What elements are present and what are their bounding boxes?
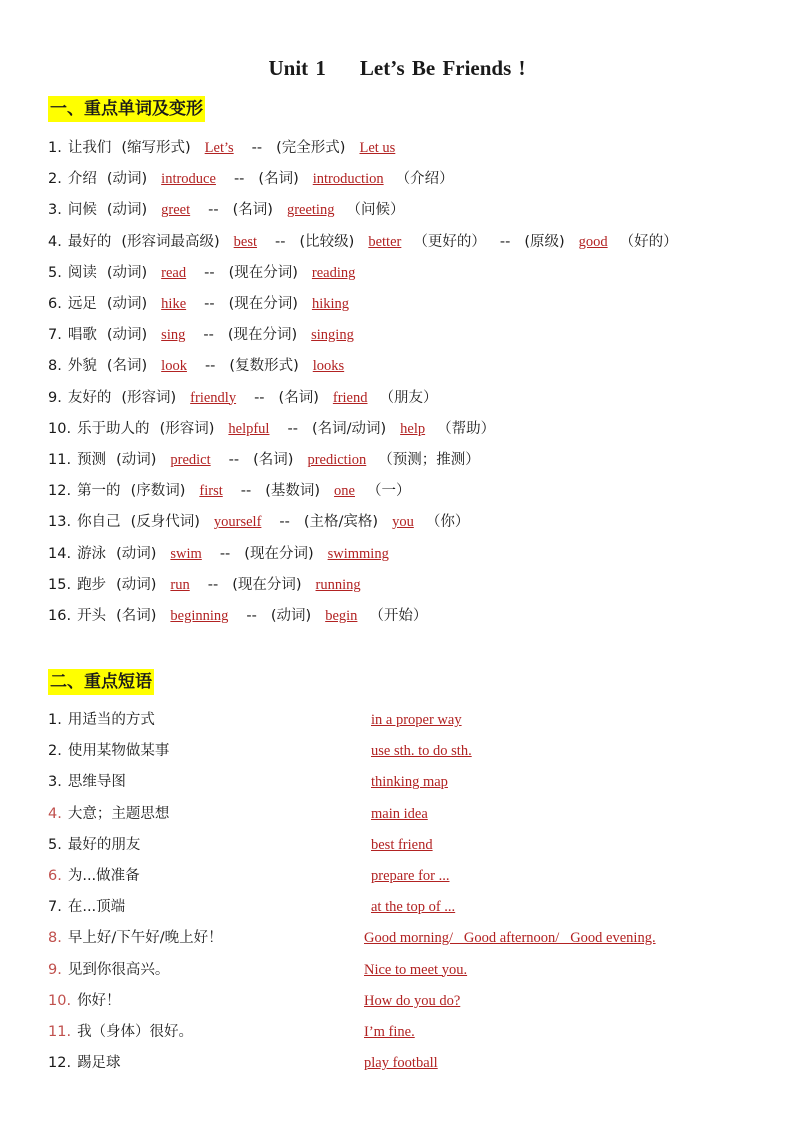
answer-word: hike [161, 296, 187, 312]
answer-phrase: in a proper way [371, 712, 462, 728]
item-number: 3. [48, 202, 62, 219]
dash: -- [279, 514, 290, 531]
word-row [48, 543, 393, 565]
form-label: (动词) [106, 327, 148, 344]
answer-word: run [170, 576, 190, 593]
phrase-row [48, 740, 169, 762]
answer-phrase: I’m fine. [364, 1024, 415, 1040]
item-number: 4. [48, 805, 62, 822]
item-number: 9. [48, 961, 62, 978]
dash: -- [207, 576, 219, 593]
form-label: (原级) [524, 233, 565, 250]
meaning-note: （问候） [346, 202, 405, 219]
chinese-meaning: 远足 [67, 296, 97, 312]
item-number: 4. [48, 233, 62, 250]
chinese-meaning: 思维导图 [67, 774, 126, 791]
form-label: (名词/动词) [311, 420, 387, 437]
chinese-meaning: 你自己 [77, 514, 121, 531]
form-label: (现在分词) [228, 296, 298, 312]
word-row [48, 137, 399, 159]
phrase-row [48, 803, 169, 825]
item-number: 7. [48, 899, 62, 916]
item-number: 11. [48, 452, 72, 468]
form-label: (缩写形式) [121, 140, 191, 156]
page-title [0, 56, 794, 81]
form-label: (现在分词) [232, 576, 302, 593]
form-label: (动词) [116, 576, 157, 593]
dash: -- [240, 483, 252, 500]
item-number: 2. [48, 743, 62, 760]
form-label: (动词) [106, 296, 148, 312]
answer-word: friendly [190, 389, 237, 406]
word-row [48, 480, 410, 502]
phrase-row [48, 771, 126, 793]
form-label: (现在分词) [244, 545, 314, 562]
item-number: 11. [48, 1024, 72, 1040]
form-label: (形容词最高级) [121, 233, 220, 250]
chinese-meaning: 乐于助人的 [77, 420, 150, 437]
form-label: (名词) [253, 452, 294, 468]
form-label: (名词) [116, 608, 157, 624]
answer-word: best [233, 233, 258, 250]
answer-phrase: at the top of ... [371, 899, 456, 916]
answer-word: Let’s [204, 140, 234, 156]
answer-phrase: play football [364, 1055, 438, 1072]
word-row [48, 199, 404, 221]
answer-word: better [368, 233, 402, 250]
answer-phrase: best friend [371, 836, 433, 853]
item-number: 12. [48, 1055, 72, 1072]
answer-word: help [400, 420, 426, 437]
answer-word: friend [332, 389, 368, 406]
item-number: 5. [48, 836, 62, 853]
form-label: (形容词) [121, 389, 177, 406]
word-row [48, 262, 359, 284]
answer-word: looks [312, 358, 345, 375]
item-number: 12. [48, 483, 72, 500]
item-number: 1. [48, 140, 62, 156]
chinese-meaning: 我（身体）很好。 [77, 1024, 194, 1040]
chinese-meaning: 友好的 [67, 389, 112, 406]
chinese-meaning: 游泳 [77, 545, 107, 562]
answer-phrase: Nice to meet you. [364, 961, 468, 978]
item-number: 5. [48, 264, 62, 281]
answer-word: Let us [359, 140, 396, 156]
form-label: (现在分词) [228, 264, 298, 281]
word-row [48, 324, 358, 346]
phrase-row [48, 709, 155, 731]
word-row [48, 418, 495, 440]
phrase-row [48, 896, 125, 918]
answer-word: beginning [170, 608, 229, 624]
phrase-row [48, 834, 140, 856]
answer-word: introduce [161, 171, 216, 188]
meaning-note: （预测；推测） [378, 452, 480, 468]
section-heading-phrases: 二、重点短语 [48, 669, 154, 695]
phrase-row [48, 990, 121, 1012]
item-number: 14. [48, 545, 72, 562]
item-number: 9. [48, 389, 62, 406]
item-number: 10. [48, 420, 72, 437]
word-row [48, 387, 438, 409]
answer-word: begin [325, 608, 358, 624]
answer-phrase: use sth. to do sth. [371, 743, 472, 760]
answer-phrase: How do you do? [364, 992, 461, 1009]
form-label: (完全形式) [276, 140, 346, 156]
chinese-meaning: 用适当的方式 [67, 712, 155, 728]
item-number: 6. [48, 296, 62, 312]
answer-word: hiking [311, 296, 349, 312]
word-row [48, 449, 480, 471]
chinese-meaning: 踢足球 [77, 1055, 121, 1072]
word-row [48, 511, 469, 533]
word-row [48, 168, 454, 190]
meaning-note: （更好的） [413, 233, 486, 250]
chinese-meaning: 跑步 [77, 576, 107, 593]
form-label: (动词) [116, 545, 157, 562]
word-row [48, 355, 348, 377]
chinese-meaning: 唱歌 [67, 327, 97, 344]
chinese-meaning: 介绍 [67, 171, 97, 188]
meaning-note: （帮助） [437, 420, 496, 437]
dash: -- [204, 296, 215, 312]
chinese-meaning: 在...顶端 [67, 899, 126, 916]
meaning-note: （开始） [369, 608, 428, 624]
answer-phrase: thinking map [371, 774, 448, 791]
dash: -- [228, 452, 240, 468]
meaning-note: （你） [425, 514, 470, 531]
answer-word: introduction [312, 171, 384, 188]
unit-name: Let’s Be Friends ! [359, 56, 526, 80]
dash: -- [204, 358, 216, 375]
dash: -- [287, 420, 298, 437]
item-number: 6. [48, 868, 62, 884]
item-number: 10. [48, 992, 72, 1009]
form-label: (名词) [106, 358, 148, 375]
answer-word: predict [170, 452, 211, 468]
dash: -- [246, 608, 257, 624]
dash: -- [204, 264, 215, 281]
form-label: (基数词) [265, 483, 321, 500]
answer-phrase: prepare for ... [371, 868, 450, 884]
phrase-row [48, 1021, 193, 1043]
chinese-meaning: 大意；主题思想 [67, 805, 170, 822]
phrase-row [48, 927, 223, 949]
meaning-note: （好的） [619, 233, 678, 250]
answer-word: look [161, 358, 187, 375]
dash: -- [254, 389, 265, 406]
chinese-meaning: 阅读 [67, 264, 97, 281]
item-number: 3. [48, 774, 62, 791]
item-number: 1. [48, 712, 62, 728]
chinese-meaning: 让我们 [67, 140, 112, 156]
item-number: 13. [48, 514, 72, 531]
answer-word: swimming [327, 545, 389, 562]
chinese-meaning: 外貌 [67, 358, 97, 375]
form-label: (序数词) [130, 483, 186, 500]
answer-phrase: main idea [371, 805, 428, 822]
dash: -- [251, 140, 263, 156]
meaning-note: （一） [366, 483, 411, 500]
dash: -- [208, 202, 219, 219]
form-label: (动词) [106, 264, 148, 281]
chinese-meaning: 问候 [67, 202, 97, 219]
form-label: (主格/宾格) [303, 514, 379, 531]
form-label: (名词) [232, 202, 273, 219]
meaning-note: （朋友） [379, 389, 438, 406]
dash: -- [219, 545, 231, 562]
word-row [48, 231, 678, 253]
answer-word: good [578, 233, 608, 250]
answer-word: first [199, 483, 223, 500]
answer-word: reading [311, 264, 356, 281]
item-number: 8. [48, 930, 62, 947]
answer-word: greet [161, 202, 191, 219]
chinese-meaning: 你好！ [77, 992, 121, 1009]
word-row [48, 293, 353, 315]
unit-number: Unit 1 [268, 56, 326, 80]
chinese-meaning: 开头 [77, 608, 107, 624]
answer-word: read [161, 264, 187, 281]
form-label: (现在分词) [227, 327, 298, 344]
dash: -- [275, 233, 286, 250]
form-label: (反身代词) [130, 514, 200, 531]
answer-word: you [392, 514, 414, 531]
item-number: 8. [48, 358, 62, 375]
phrase-row [48, 959, 169, 981]
section-heading-words: 一、重点单词及变形 [48, 96, 205, 122]
chinese-meaning: 为...做准备 [67, 868, 140, 884]
answer-word: swim [170, 545, 202, 562]
chinese-meaning: 使用某物做某事 [67, 743, 170, 760]
chinese-meaning: 第一的 [77, 483, 121, 500]
dash: -- [203, 327, 214, 344]
phrase-row [48, 1052, 121, 1074]
dash: -- [499, 233, 511, 250]
item-number: 15. [48, 576, 72, 593]
chinese-meaning: 预测 [77, 452, 107, 468]
form-label: (动词) [116, 452, 157, 468]
item-number: 16. [48, 608, 72, 624]
answer-word: running [315, 576, 361, 593]
form-label: (名词) [278, 389, 319, 406]
answer-word: greeting [286, 202, 335, 219]
answer-word: one [334, 483, 355, 500]
answer-word: singing [311, 327, 354, 344]
item-number: 7. [48, 327, 62, 344]
word-row [48, 605, 427, 627]
chinese-meaning: 早上好/下午好/晚上好！ [67, 930, 223, 947]
answer-word: yourself [213, 514, 262, 531]
form-label: (形容词) [159, 420, 215, 437]
word-row [48, 574, 365, 596]
chinese-meaning: 最好的 [67, 233, 112, 250]
meaning-note: （介绍） [395, 171, 454, 188]
item-number: 2. [48, 171, 62, 188]
form-label: (动词) [106, 171, 148, 188]
form-label: (动词) [106, 202, 148, 219]
form-label: (比较级) [299, 233, 355, 250]
chinese-meaning: 最好的朋友 [67, 836, 141, 853]
form-label: (复数形式) [229, 358, 299, 375]
answer-word: prediction [307, 452, 367, 468]
answer-word: helpful [228, 420, 270, 437]
form-label: (名词) [258, 171, 299, 188]
answer-word: sing [161, 327, 186, 344]
dash: -- [233, 171, 245, 188]
answer-phrase: Good morning/ Good afternoon/ Good evening. [364, 930, 656, 947]
phrase-row [48, 865, 140, 887]
chinese-meaning: 见到你很高兴。 [67, 961, 170, 978]
form-label: (动词) [270, 608, 312, 624]
